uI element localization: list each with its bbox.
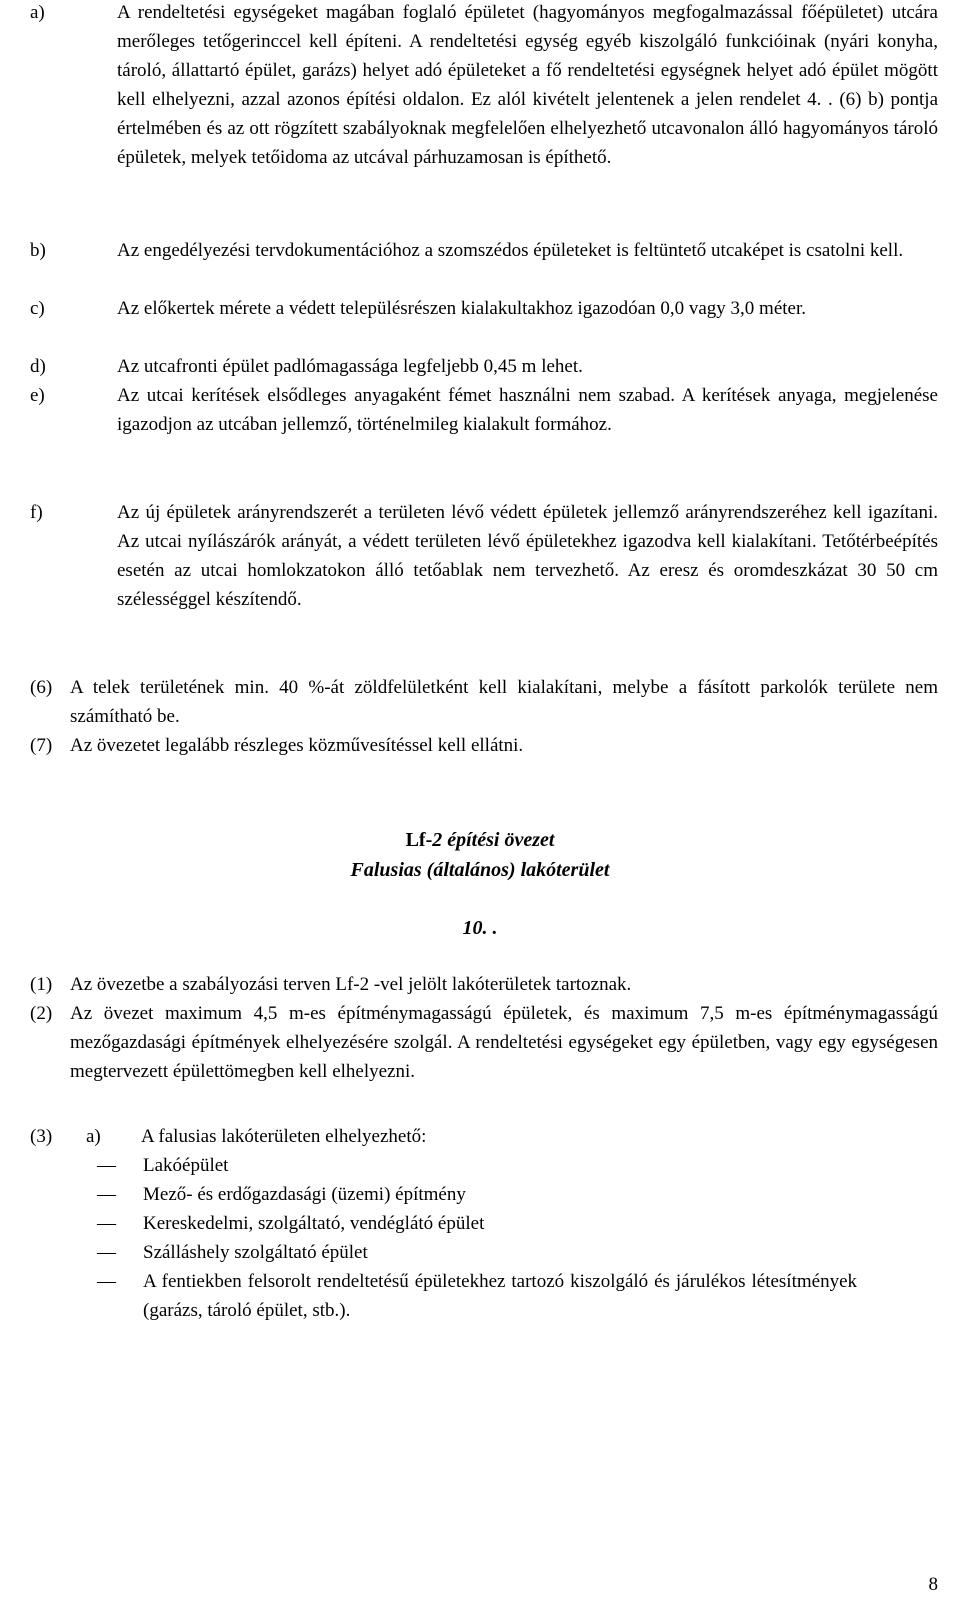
paragraph-6	[30, 673, 938, 731]
list-label: d)	[30, 356, 46, 377]
zone-subtitle: Falusias (általános) lakóterület	[350, 859, 610, 881]
dash-icon: —	[97, 1155, 116, 1176]
paragraph-number: (2)	[30, 1003, 53, 1024]
zone-title: Lf-2 építési övezet	[405, 829, 555, 851]
dash-list-item: — Kereskedelmi, szolgáltató, vendéglátó épület	[97, 1209, 857, 1238]
list-label: c)	[30, 298, 45, 319]
list-label: e)	[30, 385, 45, 406]
list-text: Az utcafronti épület padlómagassága legfeljebb 0,45 m lehet.	[117, 356, 583, 377]
paragraph-number: (3)	[30, 1126, 53, 1147]
list-item-d	[30, 352, 938, 381]
list-label: f)	[30, 502, 43, 523]
dash-list-item: — Mező- és erdőgazdasági (üzemi) építmény	[97, 1180, 857, 1209]
list-text: Az engedélyezési tervdokumentációhoz a szomszédos épületeket is feltüntető utcaképet is csatolni kell.	[117, 240, 904, 261]
paragraph-text: Az övezetet legalább részleges közművesítéssel kell ellátni.	[70, 735, 524, 756]
dash-list-item: — Szálláshely szolgáltató épület	[97, 1238, 857, 1267]
paragraph-7	[30, 731, 938, 760]
dash-list-item: — Lakóépület	[97, 1151, 857, 1180]
paragraph-number: (1)	[30, 974, 53, 995]
paragraph-text: A falusias lakóterületen elhelyezhető:	[141, 1126, 427, 1147]
paragraph-2	[30, 999, 938, 1086]
paragraph-number: (6)	[30, 677, 53, 698]
list-label: b)	[30, 240, 46, 261]
list-text: A rendeltetési egységeket magában foglaló épületet (hagyományos megfogalmazással főépületet) utcára merőleges tetőgerinccel kell építeni. A rendeltetési egység egyéb kiszolgáló funkcióinak (nyári konyha, tároló, állattartó épület, garázs) helyet adó épületeket a fő rendeltetési egységnek helyet adó épület mögött kell elhelyezni, azzal azonos építési oldalon. Ez alól kivételt jelentenek a jelen rendelet 4. . (6) b) pontja értelmében és az ott rögzített szabályoknak megfelelően elhelyezhető utcavonalon álló hagyományos tároló épületek, melyek tetőidoma az utcával párhuzamosan is építhető.	[117, 2, 938, 168]
list-label: a)	[30, 2, 45, 23]
dash-icon: —	[97, 1242, 116, 1263]
dash-icon: —	[97, 1213, 116, 1234]
list-item-c	[30, 294, 938, 323]
paragraph-number: (7)	[30, 735, 53, 756]
paragraph-1	[30, 970, 938, 999]
list-item-a	[30, 0, 938, 172]
section-number: 10. .	[462, 917, 498, 939]
list-text: Az előkertek mérete a védett településrészen kialakultakhoz igazodóan 0,0 vagy 3,0 méter.	[117, 298, 806, 319]
list-text: Az új épületek arányrendszerét a területen lévő védett épületek jellemző arányrendszeréhez kell igazítani. Az utcai nyílászárók arányát, a védett területen lévő épületekhez igazodva kell kialakítani. Tetőtérbeépítés esetén az utcai homlokzatokon álló tetőablak nem tervezhető. Az eresz és oromdeszkázat 30 50 cm szélességgel készítendő.	[117, 502, 938, 610]
sub-label: a)	[86, 1126, 101, 1147]
paragraph-text: A telek területének min. 40 %-át zöldfelületként kell kialakítani, melybe a fásított parkolók területe nem számítható be.	[70, 677, 938, 727]
list-item-f	[30, 498, 938, 614]
dash-icon: —	[97, 1184, 116, 1205]
list-item-e	[30, 381, 938, 439]
paragraph-text: Az övezet maximum 4,5 m-es építménymagasságú épületek, és maximum 7,5 m-es építménymagasságú mezőgazdasági építmények elhelyezésére szolgál. A rendeltetési egységeket egy épületben, vagy egy egységesen megtervezett épülettömegben kell elhelyezni.	[70, 1003, 938, 1082]
paragraph-3	[30, 1122, 938, 1151]
paragraph-text: Az övezetbe a szabályozási terven Lf-2 -vel jelölt lakóterületek tartoznak.	[70, 974, 632, 995]
dash-icon: —	[97, 1271, 116, 1292]
dash-list-item: — A fentiekben felsorolt rendeltetésű épületekhez tartozó kiszolgáló és járulékos létesítmények (garázs, tároló épület, stb.).	[97, 1267, 857, 1325]
page-number: 8	[928, 1574, 938, 1595]
list-text: Az utcai kerítések elsődleges anyagaként fémet használni nem szabad. A kerítések anyaga, megjelenése igazodjon az utcában jellemző, történelmileg kialakult formához.	[117, 385, 938, 435]
list-item-b	[30, 236, 938, 265]
